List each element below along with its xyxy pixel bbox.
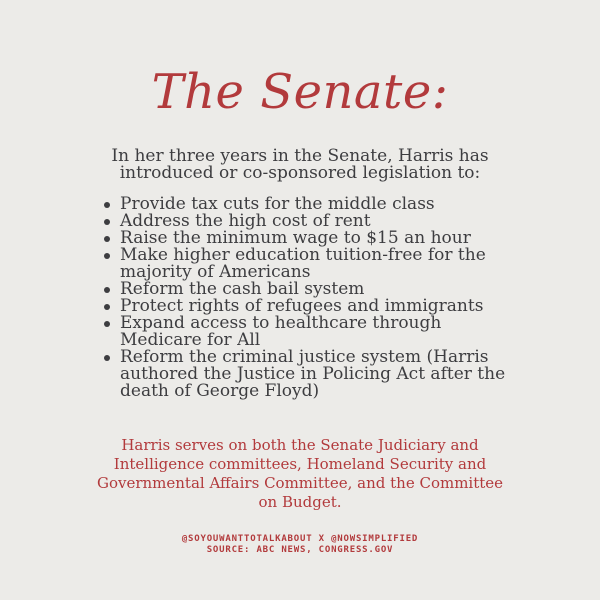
list-item	[104, 349, 524, 400]
committees-note: Harris serves on both the Senate Judiciary and Intelligence committees, Homeland Security and Governmental Affairs Committee, and the Committee on Budget.	[96, 436, 504, 511]
list-item	[104, 247, 524, 281]
page-title: The Senate:	[151, 64, 449, 120]
bullet-dot-icon	[104, 321, 110, 327]
list-item-text: Reform the cash bail system	[120, 279, 365, 299]
list-item-text: Raise the minimum wage to $15 an hour	[120, 228, 471, 248]
bullet-dot-icon	[104, 304, 110, 310]
bullet-dot-icon	[104, 219, 110, 225]
bullet-dot-icon	[104, 287, 110, 293]
bullet-dot-icon	[104, 253, 110, 259]
list-item-text: Address the high cost of rent	[120, 211, 371, 231]
list-item-text: Protect rights of refugees and immigrants	[120, 296, 484, 316]
intro-text: In her three years in the Senate, Harris has introduced or co-sponsored legislation to:	[111, 146, 489, 183]
credits-source: SOURCE: ABC NEWS, CONGRESS.GOV	[206, 545, 394, 555]
credits-handles: @SOYOUWANTTOTALKABOUT X @NOWSIMPLIFIED	[181, 534, 419, 544]
list-item-text: Expand access to healthcare through Medicare for All	[120, 313, 442, 350]
list-item-text: Reform the criminal justice system (Harris authored the Justice in Policing Act after the death of George Floyd)	[120, 347, 506, 401]
legislation-list	[104, 196, 524, 400]
bullet-dot-icon	[104, 236, 110, 242]
bullet-dot-icon	[104, 202, 110, 208]
list-item-text: Make higher education tuition-free for the majority of Americans	[120, 245, 486, 282]
list-item-text: Provide tax cuts for the middle class	[120, 194, 435, 214]
credits	[0, 534, 600, 556]
list-item	[104, 315, 524, 349]
bullet-dot-icon	[104, 355, 110, 361]
